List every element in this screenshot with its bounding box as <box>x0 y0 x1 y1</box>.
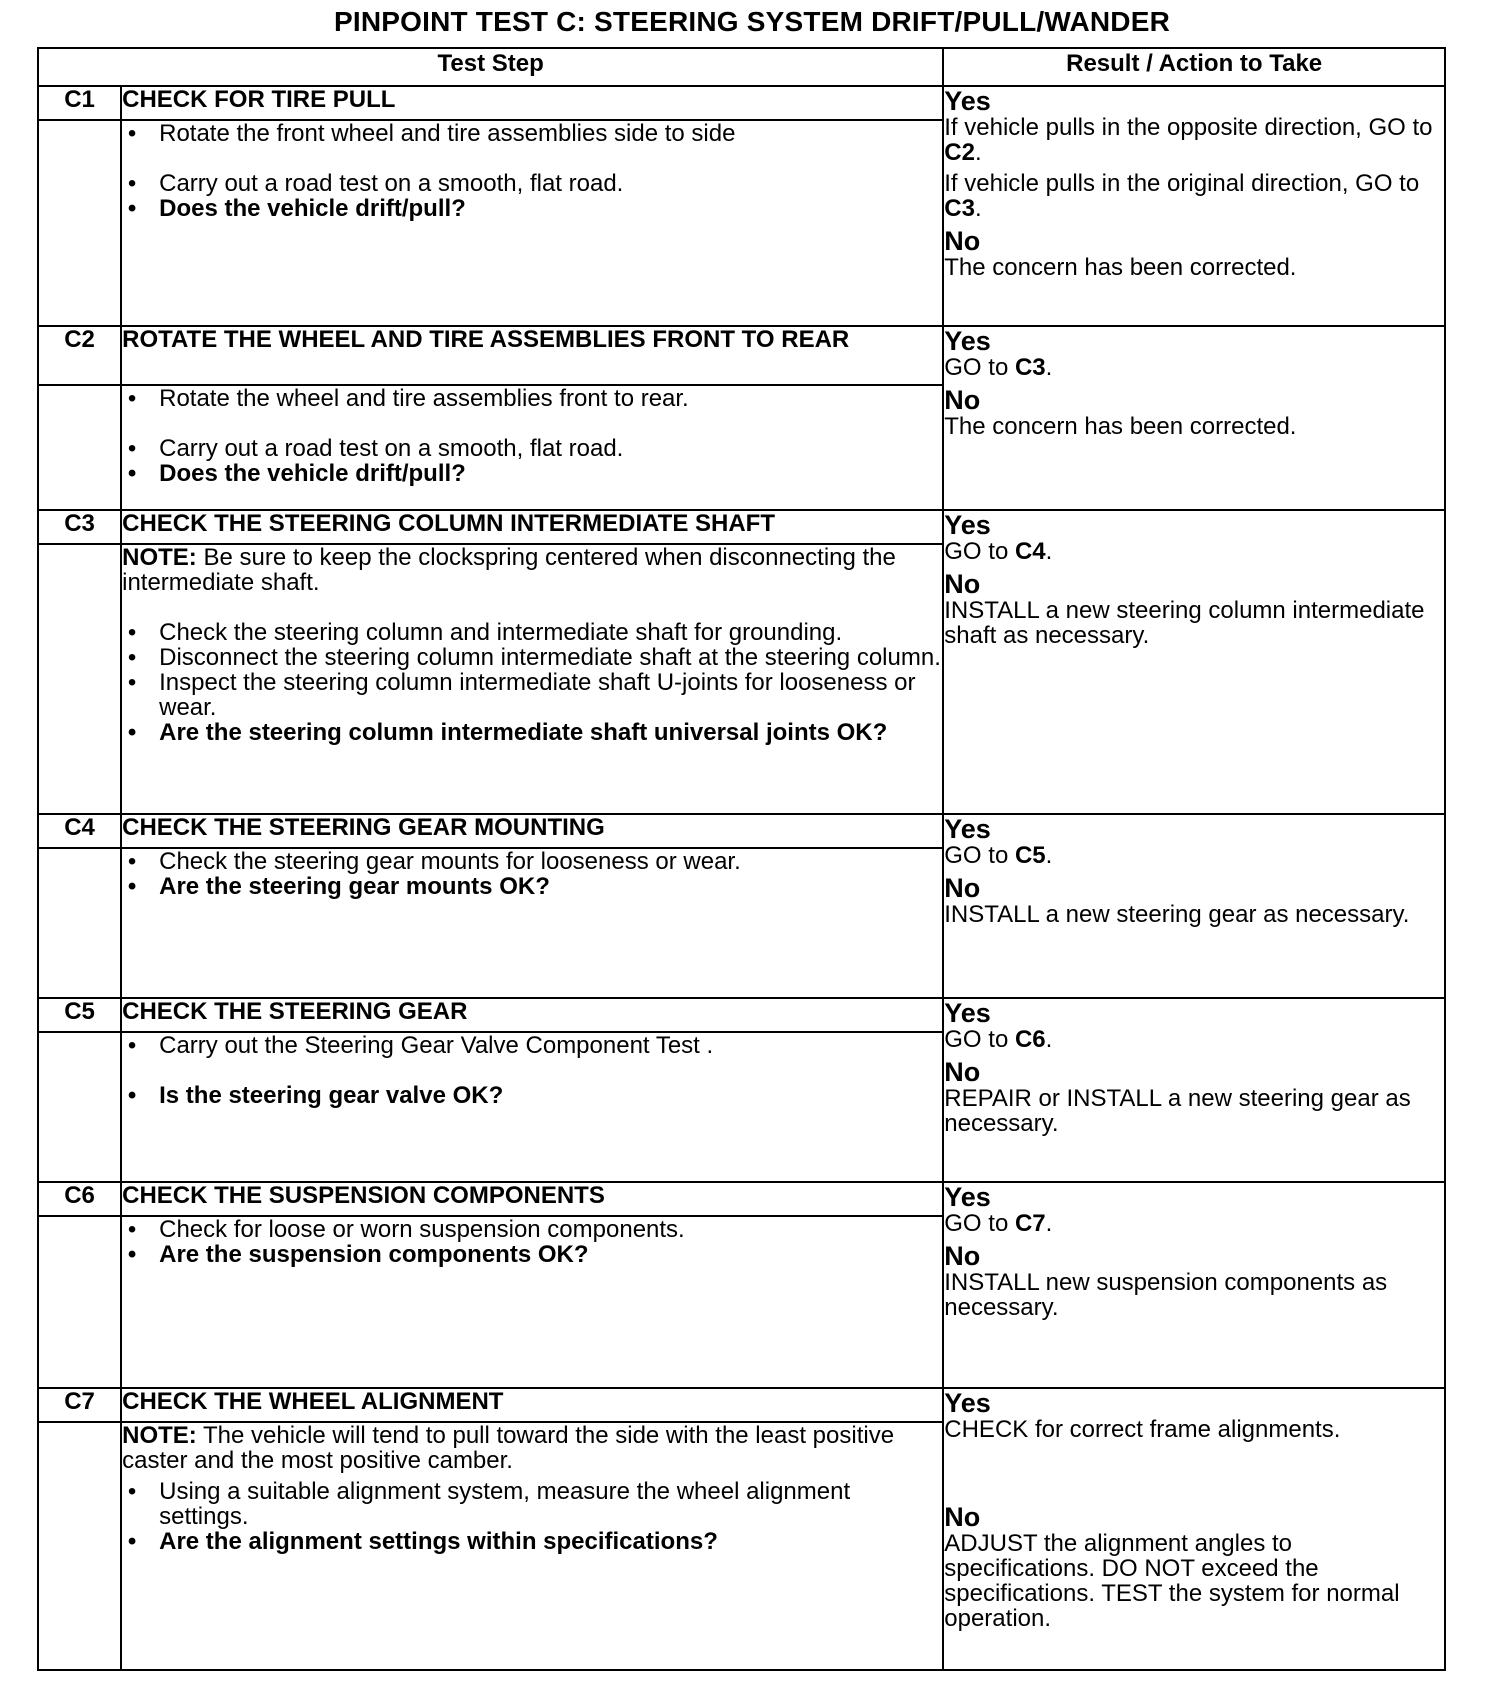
step-heading: CHECK THE SUSPENSION COMPONENTS <box>121 1182 943 1216</box>
list-item: • Rotate the wheel and tire assemblies front to rear. <box>127 385 689 412</box>
yes-label: Yes <box>944 1388 991 1418</box>
list-item: • Check the steering gear mounts for looseness or wear. <box>127 848 741 875</box>
step-heading: CHECK FOR TIRE PULL <box>121 86 943 120</box>
list-item-question: • Does the vehicle drift/pull? <box>127 460 466 487</box>
step-heading: CHECK THE STEERING GEAR <box>121 998 943 1032</box>
result-action-header: Result / Action to Take <box>943 48 1445 86</box>
step-id: C4 <box>38 814 121 848</box>
no-label: No <box>944 1502 981 1532</box>
list-item: • Inspect the steering column intermediate shaft U-joints for looseness or wear. <box>127 669 916 721</box>
no-label: No <box>944 385 981 415</box>
step-body <box>121 848 943 998</box>
list-item-question: • Are the suspension components OK? <box>127 1241 589 1268</box>
no-label: No <box>944 226 981 256</box>
yes-action: CHECK for correct frame alignments. <box>944 1416 1341 1443</box>
yes-label: Yes <box>944 998 991 1028</box>
yes-action: GO to C5. <box>944 842 1053 869</box>
list-item-question: • Are the steering gear mounts OK? <box>127 873 550 900</box>
step-id: C5 <box>38 998 121 1032</box>
yes-label: Yes <box>944 814 991 844</box>
note: NOTE: Be sure to keep the clockspring centered when disconnecting the intermediate shaft. <box>122 544 896 596</box>
step-heading: CHECK THE STEERING COLUMN INTERMEDIATE SHAFT <box>121 510 943 544</box>
list-item: • Check for loose or worn suspension components. <box>127 1216 685 1243</box>
no-action: INSTALL a new steering gear as necessary. <box>944 901 1410 928</box>
table-header-row <box>38 48 1445 86</box>
step-result <box>943 814 1445 998</box>
note: NOTE: The vehicle will tend to pull toward the side with the least positive caster and the most positive camber. <box>122 1422 895 1474</box>
list-item: • Carry out a road test on a smooth, flat road. <box>127 435 624 462</box>
step-body <box>121 1216 943 1388</box>
step-c4 <box>38 814 1445 998</box>
list-item: • Disconnect the steering column intermediate shaft at the steering column. <box>127 644 941 671</box>
step-body <box>121 1422 943 1670</box>
list-item: • Rotate the front wheel and tire assemblies side to side <box>127 120 736 147</box>
test-step-header: Test Step <box>38 48 943 86</box>
step-id: C1 <box>38 86 121 120</box>
yes-label: Yes <box>944 1182 991 1212</box>
step-id: C7 <box>38 1388 121 1422</box>
yes-label: Yes <box>944 326 991 356</box>
step-id: C6 <box>38 1182 121 1216</box>
no-action: ADJUST the alignment angles to specifications. DO NOT exceed the specifications. TEST the system for normal operation. <box>944 1530 1400 1632</box>
no-label: No <box>944 1057 981 1087</box>
list-item: • Using a suitable alignment system, measure the wheel alignment settings. <box>127 1478 851 1530</box>
yes-action: GO to C7. <box>944 1210 1053 1237</box>
yes-action: GO to C6. <box>944 1026 1053 1053</box>
yes-label: Yes <box>944 510 991 540</box>
step-heading: CHECK THE STEERING GEAR MOUNTING <box>121 814 943 848</box>
no-action: INSTALL new suspension components as necessary. <box>944 1269 1388 1321</box>
list-item: • Check the steering column and intermediate shaft for grounding. <box>127 619 843 646</box>
step-c7 <box>38 1388 1445 1670</box>
list-item-question: • Does the vehicle drift/pull? <box>127 195 466 222</box>
step-body <box>121 1032 943 1182</box>
no-action: The concern has been corrected. <box>944 413 1297 440</box>
list-item-question: • Are the alignment settings within specifications? <box>127 1528 718 1555</box>
step-body <box>121 120 943 326</box>
step-heading: ROTATE THE WHEEL AND TIRE ASSEMBLIES FRONT TO REAR <box>121 326 943 385</box>
yes-action: GO to C4. <box>944 538 1053 565</box>
step-result <box>943 1388 1445 1670</box>
step-c3 <box>38 510 1445 814</box>
step-body <box>121 544 943 814</box>
list-item-question: • Is the steering gear valve OK? <box>127 1082 504 1109</box>
yes-action-1: If vehicle pulls in the opposite direction, GO to C2. <box>944 114 1433 166</box>
step-c2 <box>38 326 1445 510</box>
no-action: REPAIR or INSTALL a new steering gear as necessary. <box>944 1085 1411 1137</box>
yes-action-2: If vehicle pulls in the original direction, GO to C3. <box>944 170 1420 222</box>
step-result <box>943 510 1445 814</box>
step-c1 <box>38 86 1445 326</box>
pinpoint-test-table <box>37 47 1446 1671</box>
no-action: INSTALL a new steering column intermediate shaft as necessary. <box>944 597 1425 649</box>
step-id: C3 <box>38 510 121 544</box>
yes-action: GO to C3. <box>944 354 1053 381</box>
step-result <box>943 998 1445 1182</box>
step-heading: CHECK THE WHEEL ALIGNMENT <box>121 1388 943 1422</box>
no-action: The concern has been corrected. <box>944 254 1297 281</box>
no-label: No <box>944 1241 981 1271</box>
list-item-question: • Are the steering column intermediate shaft universal joints OK? <box>127 719 888 746</box>
step-result <box>943 86 1445 326</box>
step-result <box>943 1182 1445 1388</box>
step-c5 <box>38 998 1445 1182</box>
step-c6 <box>38 1182 1445 1388</box>
no-label: No <box>944 569 981 599</box>
yes-label: Yes <box>944 86 991 116</box>
no-label: No <box>944 873 981 903</box>
step-body <box>121 385 943 510</box>
list-item: • Carry out a road test on a smooth, flat road. <box>127 170 624 197</box>
page-title: PINPOINT TEST C: STEERING SYSTEM DRIFT/PULL/WANDER <box>333 6 1171 37</box>
step-result <box>943 326 1445 510</box>
list-item: • Carry out the Steering Gear Valve Component Test . <box>127 1032 714 1059</box>
step-id: C2 <box>38 326 121 385</box>
